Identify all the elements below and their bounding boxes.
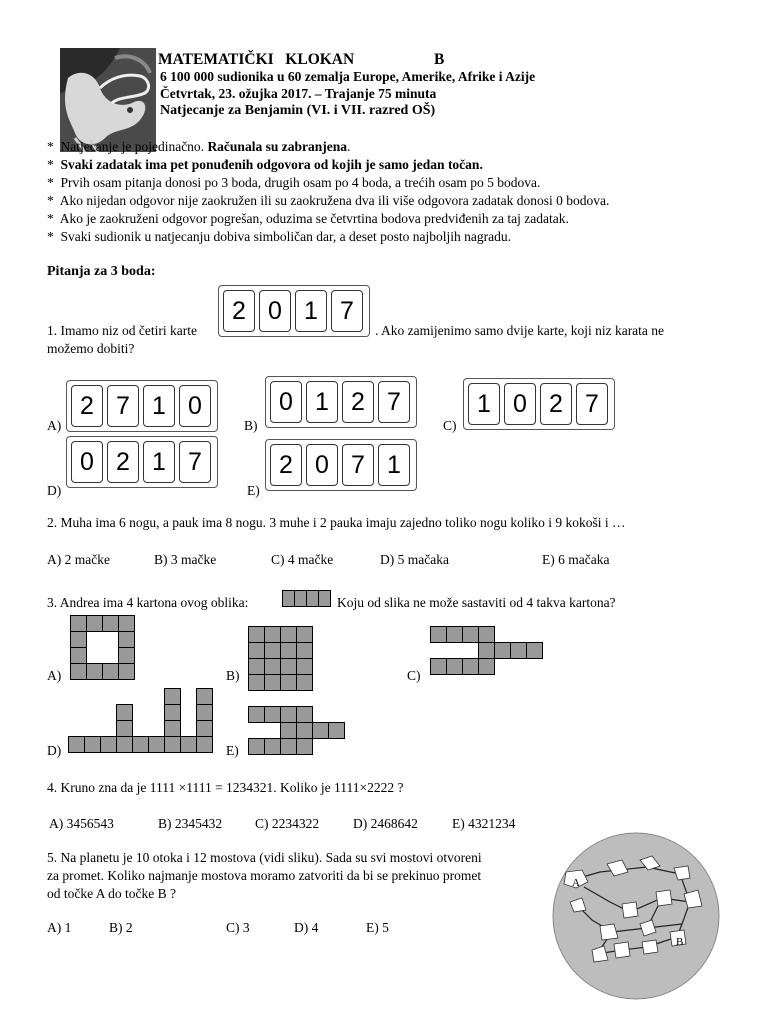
q3-c-cell (447, 627, 463, 643)
q3-d-cell (165, 737, 181, 753)
option-card: 2 (540, 383, 572, 425)
q3-c-cell (431, 627, 447, 643)
q3-a-cell (119, 648, 135, 664)
option-card: 2 (107, 441, 139, 483)
q3-option-d-label: D) (47, 743, 62, 758)
q3-d-cell (85, 737, 101, 753)
option-card: 0 (504, 383, 536, 425)
option-card: 7 (179, 441, 211, 483)
q4-option-a[interactable]: A) 3456543 (49, 816, 114, 831)
q4-option-e[interactable]: E) 4321234 (452, 816, 516, 831)
q3-d-cell (165, 705, 181, 721)
q4-text: 4. Kruno zna da je 1111 ×1111 = 1234321. Koliko je 1111×2222 ? (47, 780, 404, 795)
q3-a-cell (119, 664, 135, 680)
q3-e-cell (313, 723, 329, 739)
q3-a-cell (71, 616, 87, 632)
q3-e-cell (329, 723, 345, 739)
q3-d-cell (197, 705, 213, 721)
q3-b-cell (297, 643, 313, 659)
q3-e-cell (297, 739, 313, 755)
q3-b-cell (249, 643, 265, 659)
q3-b-cell (281, 675, 297, 691)
option-card: 0 (71, 441, 103, 483)
q3-c-cell (527, 643, 543, 659)
q3-b-cell (297, 675, 313, 691)
option-card: 7 (378, 381, 410, 423)
q1-option-b-label: B) (244, 418, 258, 433)
q3-b-cell (265, 627, 281, 643)
q3-b-cell (265, 643, 281, 659)
q3-b-cell (249, 675, 265, 691)
header-line-2: Četvrtak, 23. ožujka 2017. – Trajanje 75 minuta (160, 86, 437, 101)
q1-card: 2 (223, 290, 255, 332)
q1-option-e-label: E) (247, 483, 260, 498)
q2-option-c[interactable]: C) 4 mačke (271, 552, 334, 567)
q3-e-cell (297, 707, 313, 723)
q1-option-c-label: C) (443, 418, 457, 433)
q3-d-cell (117, 705, 133, 721)
q2-option-a[interactable]: A) 2 mačke (47, 552, 110, 567)
q3-b-cell (249, 627, 265, 643)
q3-c-cell (479, 627, 495, 643)
q3-c-cell (479, 643, 495, 659)
q3-e-cell (281, 739, 297, 755)
q3-d-cell (165, 721, 181, 737)
q3-c-cell (463, 659, 479, 675)
q1-card: 7 (331, 290, 363, 332)
q5-text-line2: za promet. Koliko najmanje mostova moramo zatvoriti da bi se prekinuo promet (47, 868, 482, 883)
q4-option-c[interactable]: C) 2234322 (255, 816, 320, 831)
rule-item: * Prvih osam pitanja donosi po 3 boda, drugih osam po 4 boda, a trećih osam po 5 bodova. (47, 175, 541, 190)
q1-text-line2: možemo dobiti? (47, 341, 135, 356)
option-card: 7 (576, 383, 608, 425)
q3-d-cell (117, 737, 133, 753)
option-card: 0 (270, 381, 302, 423)
q3-d-cell (117, 721, 133, 737)
planet-islands-figure (552, 832, 720, 1000)
q3-e-cell (281, 707, 297, 723)
option-card: 1 (143, 385, 175, 427)
header-line-1: 6 100 000 sudionika u 60 zemalja Europe, Amerike, Afrike i Azije (160, 69, 536, 84)
q3-b-cell (281, 659, 297, 675)
q3-d-cell (181, 737, 197, 753)
rule-item: * Natjecanje je pojedinačno. Računala su zabranjena. (47, 139, 351, 154)
q3-e-cell (265, 739, 281, 755)
q2-text: 2. Muha ima 6 nogu, a pauk ima 8 nogu. 3 muhe i 2 pauka imaju zajedno toliko nogu koliko i 9 kokoši i … (47, 515, 626, 530)
q1-card: 1 (295, 290, 327, 332)
q4-option-b[interactable]: B) 2345432 (158, 816, 223, 831)
q5-option-c[interactable]: C) 3 (226, 920, 250, 935)
q1-text: 1. Imamo niz od četiri karte (47, 323, 197, 338)
q3-a-cell (119, 632, 135, 648)
q3-a-cell (87, 616, 103, 632)
q3-c-cell (479, 659, 495, 675)
q3-b-cell (265, 675, 281, 691)
rule-item: * Ako je zaokruženi odgovor pogrešan, oduzima se četvrtina bodova predviđenih za taj zadatak. (47, 211, 569, 226)
q3-d-cell (197, 737, 213, 753)
contest-title: MATEMATIČKI KLOKAN (158, 51, 355, 68)
option-card: 0 (179, 385, 211, 427)
q3-b-cell (249, 659, 265, 675)
q3-d-cell (197, 721, 213, 737)
q3-a-cell (103, 664, 119, 680)
option-card: 1 (378, 444, 410, 486)
q5-option-b[interactable]: B) 2 (109, 920, 133, 935)
option-card: 1 (306, 381, 338, 423)
q2-option-b[interactable]: B) 3 mačke (154, 552, 217, 567)
option-card: 7 (107, 385, 139, 427)
q5-text-line3: od točke A do točke B ? (47, 886, 176, 901)
rule-item: * Svaki sudionik u natjecanju dobiva simboličan dar, a deset posto najboljih nagradu. (47, 229, 511, 244)
q5-option-e[interactable]: E) 5 (366, 920, 389, 935)
q5-text-line1: 5. Na planetu je 10 otoka i 12 mostova (vidi sliku). Sada su svi mostovi otvoreni (47, 850, 482, 865)
q3-c-cell (431, 659, 447, 675)
q3-b-cell (297, 627, 313, 643)
q3-c-cell (447, 659, 463, 675)
option-card: 0 (306, 444, 338, 486)
q3-option-e-label: E) (226, 743, 239, 758)
q3-d-cell (101, 737, 117, 753)
q3-d-cell (149, 737, 165, 753)
q3-b-cell (265, 659, 281, 675)
q3-option-c-label: C) (407, 668, 421, 683)
q3-d-cell (165, 689, 181, 705)
q1-option-d-label: D) (47, 483, 62, 498)
option-card: 1 (468, 383, 500, 425)
q3-a-cell (119, 616, 135, 632)
q3-d-cell (69, 737, 85, 753)
q1-card: 0 (259, 290, 291, 332)
q3-e-cell (249, 707, 265, 723)
q3-a-cell (71, 632, 87, 648)
q3-b-cell (281, 643, 297, 659)
q3-text: 3. Andrea ima 4 kartona ovog oblika: (47, 595, 249, 610)
q2-option-d[interactable]: D) 5 mačaka (380, 552, 449, 567)
q3-a-cell (103, 616, 119, 632)
q3-d-cell (197, 689, 213, 705)
q3-a-cell (87, 664, 103, 680)
option-card: 2 (342, 381, 374, 423)
q3-c-cell (495, 643, 511, 659)
q1-text-after: . Ako zamijenimo samo dvije karte, koji niz karata ne (375, 323, 665, 338)
option-card: 7 (342, 444, 374, 486)
q3-a-cell (71, 664, 87, 680)
point-a: A (572, 877, 580, 889)
q3-option-a-label: A) (47, 668, 62, 683)
q3-e-cell (297, 723, 313, 739)
q3-e-cell (249, 739, 265, 755)
q3-d-cell (133, 737, 149, 753)
q3-text-after: Koju od slika ne može sastaviti od 4 takva kartona? (337, 595, 616, 610)
q3-c-cell (463, 627, 479, 643)
option-card: 2 (71, 385, 103, 427)
option-card: 1 (143, 441, 175, 483)
point-b: B (676, 936, 684, 948)
option-card: 2 (270, 444, 302, 486)
q4-option-d[interactable]: D) 2468642 (353, 816, 418, 831)
q3-b-cell (281, 627, 297, 643)
rule-item: * Svaki zadatak ima pet ponuđenih odgovora od kojih je samo jedan točan. (47, 157, 483, 172)
q3-e-cell (265, 707, 281, 723)
q5-option-a[interactable]: A) 1 (47, 920, 72, 935)
q3-a-cell (71, 648, 87, 664)
section-title: Pitanja za 3 boda: (47, 264, 156, 279)
q1-option-a-label: A) (47, 418, 62, 433)
q3-e-cell (281, 723, 297, 739)
category-label: B (434, 51, 445, 68)
q2-option-e[interactable]: E) 6 mačaka (542, 552, 610, 567)
q3-b-cell (297, 659, 313, 675)
q3-c-cell (511, 643, 527, 659)
q5-option-d[interactable]: D) 4 (294, 920, 319, 935)
rule-item: * Ako nijedan odgovor nije zaokružen ili su zaokružena dva ili više odgovora zadatak donosi 0 bodova. (47, 193, 610, 208)
q3-option-b-label: B) (226, 668, 240, 683)
header-line-3: Natjecanje za Benjamin (VI. i VII. razred OŠ) (160, 103, 436, 118)
